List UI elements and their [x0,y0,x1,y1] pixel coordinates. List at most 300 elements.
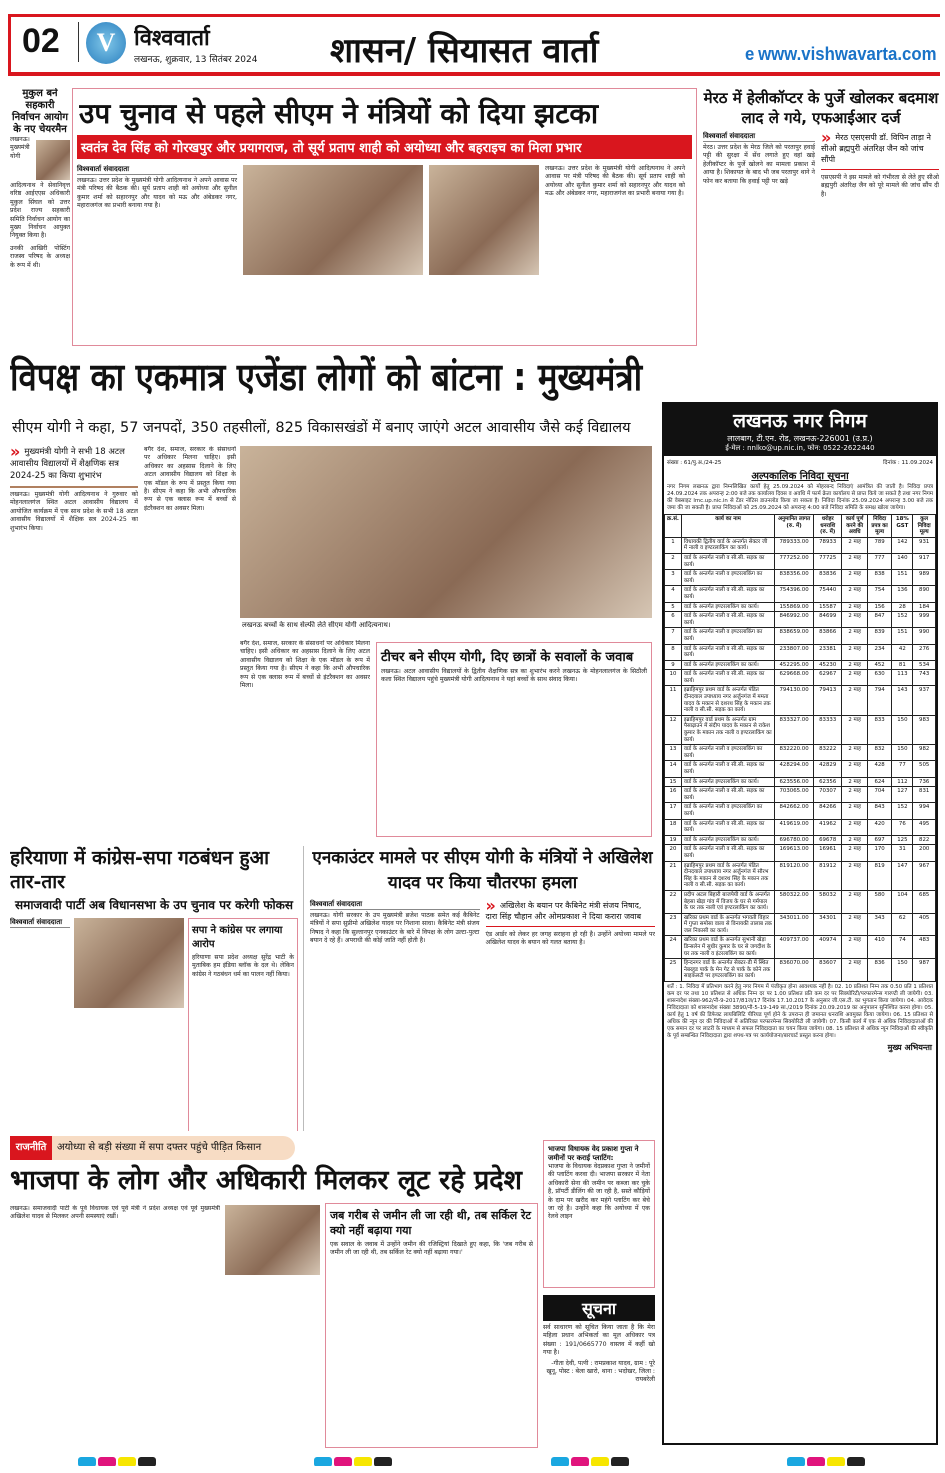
table-cell: 9 [665,660,682,670]
table-cell: 169613.00 [775,845,814,861]
meerut-highlight-text: मेरठ एसएसपी डॉ. विपिन ताड़ा ने सीओ ब्रह्मपुरी अंतरिक्ष जैन को जांच सौंपी [821,133,931,164]
table-cell: इब्राहिमपुर प्रथम वार्ड के अन्तर्गत पंडित दीनदयाल उपाध्याय नगर अर्जुनगंज में ममता यादव के मकान से दशरथ सिंह के मकान तक नाली व सी.सी. सड़क का कार्य। [681,686,774,715]
table-cell: 452 [867,660,892,670]
table-cell: 2 माह [842,819,867,835]
table-cell: 18 [665,819,682,835]
table-cell: 143 [892,686,913,715]
table-cell: 2 माह [842,586,867,602]
lead-subhead-text: स्वतंत्र देव सिंह को गोरखपुर और प्रयागराज, तो सूर्य प्रताप शाही को अयोध्या और बहराइच का मिला प्रभार [81,141,582,156]
table-row [665,628,936,644]
table-cell: 17 [665,803,682,819]
table-cell: 833327.00 [775,715,814,744]
table-cell: 994 [913,803,936,819]
table-cell: 452295.00 [775,660,814,670]
rajniti-body: लखनऊ। समाजवादी पार्टी के पूर्व विधायक एवं पूर्व मंत्री ने प्रदेश अध्यक्ष एवं पूर्व मुख्यमंत्री अखिलेश यादव से मिलकर अपनी समस्याएं रखीं। [10,1205,220,1221]
table-cell: 142 [892,537,913,553]
brief-body: लखनऊ। मुख्यमंत्री योगी आदित्यनाथ ने सेवानिवृत्त वरिष्ठ आईएएस अधिकारी मुकुल सिंघल को उत्तर प्रदेश राज्य सहकारी समिति निर्वाचन आयोग का मुख्य निर्वाचन आयुक्त नियुक्त किया है। [10,136,70,240]
ref-no: संख्या : 61/पु.अ./24-25 [667,460,722,466]
atal-body-3: बगैर देश, समाज, सरकार के संसाधनों पर अधिकार मिलना चाहिए। इसी अधिकार का अहसास दिलाने के लिए अटल आवासीय विद्यालय को शिक्षा के एक मॉडल के रूप में प्रस्तुत किया गया है। सीएम ने कहा कि अभी औपचारिक रूप से एक क्लास रूम में बच्चों से इंटरैक्शन का अवसर मिला। [240,640,370,690]
table-cell: 838659.00 [775,628,814,644]
table-cell: 2 माह [842,715,867,744]
table-cell: वार्ड के अन्तर्गत नाली व सी.सी. सड़क का कार्य। [681,819,774,835]
table-cell: 505 [913,761,936,777]
atal-highlight-text: मुख्यमंत्री योगी ने सभी 18 अटल आवासीय विद्यालयों में शैक्षणिक सत्र 2024-25 का किया शुभारंभ [10,447,125,481]
table-row [665,670,936,686]
brief-mukul [10,88,70,343]
rajniti-kicker [57,1136,287,1160]
table-cell: 836070.00 [775,959,814,982]
meerut-highlight [821,128,939,170]
org-address: लालबाग, टी.एन. रोड, लखनऊ-226001 (उ.प्र.) [727,434,873,443]
table-cell: 2 माह [842,761,867,777]
divider [78,22,79,62]
table-row [665,861,936,890]
table-cell: वार्ड के अन्तर्गत इण्टरलाकिंग का कार्य। [681,660,774,670]
table-cell: 2 माह [842,777,867,787]
encounter-headline: एनकाउंटर मामले पर सीएम योगी के मंत्रियों ने अखिलेश यादव पर किया चौतरफा हमला [312,848,653,893]
column-header: धरोहर धनराशि (रु. में) [813,515,842,538]
table-cell: विधायकी द्वितीय वार्ड के अन्तर्गत सेक्टर जी में नाली व इण्टरलाकिंग का कार्य। [681,537,774,553]
chevron-icon: » [485,896,496,915]
table-cell: 967 [913,861,936,890]
table-cell: 24 [665,936,682,959]
rajniti-headline-text: भाजपा के लोग और अधिकारी मिलकर लूट रहे प्रदेश [10,1165,523,1196]
table-cell: खरिका प्रथम वार्ड के अन्तर्गत भगवती विहार में गुप्ता समोसा वाला से विनायकी तालाब तक जल निकासी का कार्य। [681,913,774,936]
brief-tail: उनकी आखिरी पोस्टिंग राजस्व परिषद के अध्यक्ष के रूप में थी। [10,244,70,269]
table-cell: 42829 [813,761,842,777]
table-cell: 2 माह [842,803,867,819]
table-cell: 16 [665,787,682,803]
notice-title: सूचना [543,1295,655,1321]
tender-table [664,514,936,982]
table-cell: 125 [892,835,913,845]
table-cell: 842662.00 [775,803,814,819]
main-headline-text: विपक्ष का एकमात्र एजेंडा लोगों को बांटना : मुख्यमंत्री [10,355,643,399]
table-cell: 79413 [813,686,842,715]
table-cell: 794130.00 [775,686,814,715]
table-row [665,845,936,861]
table-cell: 10 [665,670,682,686]
table-header-row [665,515,936,538]
atal-highlight [10,446,138,488]
table-cell: 847 [867,612,892,628]
lead-body-cont: लखनऊ। उत्तर प्रदेश के मुख्यमंत्री योगी आदित्यनाथ ने अपने आवास पर मंत्री परिषद की बैठक की। सूर्य प्रताप शाही को अयोध्या और सुनील कुमार शर्मा को सहारनपुर और यादव को मऊ और अंबेडकर नगर, महाराजगंज का प्रभारी बनाया गया है। [545,165,685,198]
tender-notice [662,402,938,1445]
table-cell: 4 [665,586,682,602]
table-cell: 999 [913,612,936,628]
section-title [330,26,730,72]
table-cell: खरिका प्रथम वार्ड के अन्तर्गत सुभानी खेड़ा डिन्सलेन में सुधीर कुमार के घर से जगदीश के घर तक नाली व इंटरलाकिंग का कार्य। [681,936,774,959]
table-cell: 19 [665,835,682,845]
table-cell: 483 [913,936,936,959]
teacher-box [376,642,652,837]
atal-body-1: लखनऊ। मुख्यमंत्री योगी आदित्यनाथ ने गुरुवार को मोहनलालगंज स्थित अटल आवासीय विद्यालय में आयोजित कार्यक्रम में एक साथ प्रदेश के सभी 18 अटल आवासीय विद्यालयों में शैक्षिक सत्र 2024-25 का शुभारंभ किया। [10,491,138,532]
tender-terms: शर्तें : 1. निविदा में प्रतिभाग करने हेतु नगर निगम में पंजीकृत होना आवश्यक नहीं है। 02. 10 प्रतिशत निम्न तक 0.50 प्रति 1 प्रतिशत कम दर पर तथा 10 प्रतिशत से अधिक निम्न दर पर 1.00 प्रतिशत प्रति कम दर पर सिक्योरिटी/परफारमेन्स गारण्टी ली जायेगी। 03. शासनादेश संख्या-962/नौ-9-2017/81ज/17 दिनांक 17.10.2017 के अनुसार जी.एस.टी. का भुगतान किया जायेगा। 04. आवेदक निविदादाता को शासनादेश संख्या 3890/नौ-5-19-149 सा./2019 दिनांक 20.09.2019 का अनुपालन सुनिश्चित करना होगा। 05. कार्य हेतु 1 वर्ष की डिफेक्ट लायबिलिटि पीरियड पूर्ण होने के उपरान्त ही जमानत धनराशि अवमुक्त किया जायेगा। 06. 15 प्रतिशत से अधिक की न्यून दर की निविदाओं में अतिरिक्त परफारमेन्स सिक्योरिटी ली जायेगी। 07. किसी कार्य में एक से अधिक निविदादाताओं की एक समान दर पर लाटरी के माध्यम से सफल निविदादाता का चयन किया जायेगा। 08. 15 प्रतिशत से अधिक न्यून निविदाओं की स्वीकृति के पूर्व सम्बन्धित निविदादाता द्वारा शपथ-पत्र पर कार्ययोजना/बारचार्ट प्रस्तुत करना होगा। [667,984,933,1040]
lead-headline [79,97,692,131]
table-cell: 41962 [813,819,842,835]
table-cell: 822 [913,835,936,845]
table-row [665,745,936,761]
encounter-body-2: एंड आर्डर को लेकर हर जगह सराहना हो रही है। उन्होंने अयोध्या मामले पर अखिलेश यादव के बयान को गलत बताया है। [485,931,655,947]
table-cell: 2 माह [842,845,867,861]
table-cell: 743 [913,670,936,686]
table-cell: 832220.00 [775,745,814,761]
table-cell: 838 [867,570,892,586]
table-cell: इब्राहिमपुर प्रथम वार्ड के अन्तर्गत पंडित दीनदयाल उपाध्याय नगर अर्जुनगंज में सौरभ सिंह के मकान से दशरथ सिंह के मकान तक नाली व सी.सी. सड़क का कार्य। [681,861,774,890]
table-cell: 58032 [813,890,842,913]
table-cell: 83836 [813,570,842,586]
table-cell: वार्ड के अन्तर्गत नाली व सी.सी. सड़क का कार्य। [681,612,774,628]
main-subhead-text: सीएम योगी ने कहा, 57 जनपदों, 350 तहसीलों, 825 विकासखंडों में बनाए जाएंगे अटल आवासीय जैसे कई विद्यालय [12,420,631,436]
table-cell: 113 [892,670,913,686]
column-header: अनुमानित लागत (रु. में) [775,515,814,538]
table-cell: 31 [892,845,913,861]
table-cell: 410 [867,936,892,959]
table-cell: 890 [913,586,936,602]
table-cell: 983 [913,715,936,744]
table-cell: 151 [892,628,913,644]
table-cell: 16961 [813,845,842,861]
table-cell: 419619.00 [775,819,814,835]
notice-sign: -गीता देवी, पत्नी : रामप्रकाश यादव, ग्राम : पूरे खूनू, पोस्ट : बेला खारो, थाना : भदोखर, जिला : रायबरेली [546,1359,655,1384]
table-cell: 69678 [813,835,842,845]
encounter-story [303,846,655,1131]
table-row [665,959,936,982]
table-cell: 6 [665,612,682,628]
table-cell: 990 [913,628,936,644]
table-cell: 112 [892,777,913,787]
table-cell: 75440 [813,586,842,602]
table-body [665,537,936,981]
table-cell: वार्ड के अन्तर्गत नाली व इण्टरलाकिंग का कार्य। [681,745,774,761]
table-cell: 629668.00 [775,670,814,686]
table-cell: 819120.00 [775,861,814,890]
table-cell: 45230 [813,660,842,670]
org-name: लखनऊ नगर निगम [733,410,867,432]
table-cell: 2 माह [842,835,867,845]
table-row [665,586,936,602]
table-cell: 2 [665,553,682,569]
table-cell: 937 [913,686,936,715]
meerut-headline: मेरठ में हेलीकॉप्टर के पुर्जे खोलकर बदमाश लाद ले गये, एफआईआर दर्ज [703,89,939,127]
table-cell: 21 [665,861,682,890]
photo-caption-text: लखनऊ बच्चों के साथ सेल्फी लेते सीएम योगी आदित्यनाथ। [242,621,391,629]
table-cell: 754396.00 [775,586,814,602]
table-cell: 136 [892,586,913,602]
table-cell: 23 [665,913,682,936]
haryana-box-head: सपा ने कांग्रेस पर लगाया आरोप [192,925,283,950]
table-row [665,913,936,936]
table-cell: 343011.00 [775,913,814,936]
table-row [665,660,936,670]
table-cell: 534 [913,660,936,670]
table-cell: वार्ड के अन्तर्गत नाली व सी.सी. सड़क का कार्य। [681,670,774,686]
table-cell: 2 माह [842,686,867,715]
table-cell: 22 [665,890,682,913]
table-cell: 2 माह [842,553,867,569]
lead-subhead [77,135,692,159]
table-cell: वार्ड के अन्तर्गत नाली व सी.सी. सड़क का कार्य। [681,586,774,602]
table-cell: 794 [867,686,892,715]
signatory: मुख्य अभियन्ता [887,1043,932,1053]
main-subhead [12,418,655,440]
atal-body-2: बगैर देश, समाज, सरकार के संसाधनों पर अधिकार मिलना चाहिए। इसी अधिकार का अहसास दिलाने के लिए अटल आवासीय विद्यालय को शिक्षा के एक मॉडल के रूप में प्रस्तुत किया गया है। सीएम ने कहा कि अभी औपचारिक रूप से एक क्लास रूम में बच्चों से इंटरैक्शन का अवसर मिला। [144,446,236,512]
column-header: कार्य पूर्ण करने की अवधि [842,515,867,538]
table-cell: 14 [665,761,682,777]
table-cell: 2 माह [842,670,867,686]
table-cell: 76 [892,819,913,835]
teacher-body: लखनऊ। अटल आवासीय विद्यालयों के द्वितीय शैक्षणिक सत्र का शुभारंभ करने लखनऊ के मोहनलालगंज के सिठौली कला स्थित विद्यालय पहुंचे मुख्यमंत्री योगी आदित्यनाथ ने यहां बच्चों के साथ संवाद किया। [381,668,647,684]
table-cell: 84266 [813,803,842,819]
table-cell: 989 [913,570,936,586]
table-cell: 2 माह [842,787,867,803]
column-header: 18% GST [892,515,913,538]
tender-intro: नगर निगम लखनऊ द्वारा निम्नलिखित कार्यों हेतु 25.09.2024 को मोहरबन्द निविदाएं आमंत्रित की जाती है। निविदा प्रपत्र 24.09.2024 तक अपरान्ह 2:00 बजे तक कार्यालय दिवस व अवधि में फार्म क्रेता कार्यालय से प्राप्त किये जा सकते है तथा नगर निगम की वेबसाइट lmc.up.nic.in से टेंडर नोटिस डाउनलोड किया जा सकता है। निविदा दिनांक 25.09.2024 अपरान्ह 3.00 बजे तक जमा की जा सकती है। प्राप्त निविदाओं को 25.09.2024 को अपरान्ह 4:00 बजे निविदा समिति के समक्ष खोला जायेगा। [667,484,933,511]
minister-photo-1 [243,165,423,275]
table-cell: 836 [867,959,892,982]
byline: विश्ववार्ता संवाददाता [310,900,480,910]
table-cell: 155869.00 [775,602,814,612]
akhilesh-photo [225,1205,320,1275]
table-cell: वार्ड के अन्तर्गत नाली व सी.सी. सड़क का कार्य। [681,553,774,569]
table-cell: 789333.00 [775,537,814,553]
lead-headline-text: उप चुनाव से पहले सीएम ने मंत्रियों को दिया झटका [79,97,599,130]
haryana-story [10,846,298,1131]
table-cell: 200 [913,845,936,861]
table-cell: 83866 [813,628,842,644]
table-cell: 184 [913,602,936,612]
table-cell: 83607 [813,959,842,982]
table-row [665,803,936,819]
leaders-photo [74,918,184,1008]
table-cell: 409737.00 [775,936,814,959]
table-row [665,819,936,835]
tender-banner [664,404,936,456]
dateline [134,52,324,65]
table-cell: वार्ड के अन्तर्गत इण्टरलाकिंग का कार्य। [681,777,774,787]
table-cell: 846992.00 [775,612,814,628]
table-cell: 7 [665,628,682,644]
table-cell: 276 [913,644,936,660]
table-cell: 127 [892,787,913,803]
photo-caption [242,621,652,633]
table-row [665,612,936,628]
table-cell: 2 माह [842,745,867,761]
table-cell: 2 माह [842,537,867,553]
table-cell: 156 [867,602,892,612]
table-cell: 28 [892,602,913,612]
table-row [665,787,936,803]
color-mark-group [787,1452,867,1466]
table-cell: 838356.00 [775,570,814,586]
table-cell: 703065.00 [775,787,814,803]
table-cell: 15587 [813,602,842,612]
table-cell: 83222 [813,745,842,761]
side-box [543,1140,655,1288]
rajniti-kicker-text: अयोध्या से बड़ी संख्या में सपा दफ्तर पहुंचे पीड़ित किसान [57,1142,262,1153]
table-cell: 987 [913,959,936,982]
table-cell: 697 [867,835,892,845]
table-cell: 233807.00 [775,644,814,660]
table-cell: 2 माह [842,660,867,670]
table-cell: 2 माह [842,913,867,936]
table-cell: 151 [892,570,913,586]
table-cell: 777252.00 [775,553,814,569]
portrait-photo [36,140,70,180]
table-cell: 1 [665,537,682,553]
table-cell: 2 माह [842,890,867,913]
table-cell: 832 [867,745,892,761]
table-cell: 70307 [813,787,842,803]
table-cell: 2 माह [842,936,867,959]
haryana-subhead: समाजवादी पार्टी अब विधानसभा के उप चुनाव पर करेगी फोकस [15,898,293,912]
table-cell: 819 [867,861,892,890]
circle-rate-box [325,1203,538,1448]
website-link[interactable] [745,44,940,65]
table-cell: 8 [665,644,682,660]
table-cell: 623556.00 [775,777,814,787]
table-cell: 234 [867,644,892,660]
table-cell: वार्ड के अन्तर्गत इण्टरलाकिंग का कार्य। [681,835,774,845]
table-cell: वार्ड के अन्तर्गत नाली व सी.सी. सड़क का कार्य। [681,787,774,803]
table-cell: 3 [665,570,682,586]
table-row [665,570,936,586]
brand-name [134,22,314,52]
table-cell: वार्ड के अन्तर्गत नाली व इण्टरलाकिंग का कार्य। [681,803,774,819]
color-mark-group [551,1452,631,1466]
table-cell: 630 [867,670,892,686]
table-cell: वार्ड के अन्तर्गत नाली व इण्टरलाकिंग का कार्य। [681,628,774,644]
side-body: भाजपा के विधायक वेदप्रकाश गुप्ता ने जमीनों की प्लाटिंग करवा दी। भाजपा सरकार में नेता अधिकारी सेना की जमीन पर कब्जा कर चुके है, प्रॉपर्टी डीलिंग की जा रही है, सस्ते कौड़ियों के दाम पर खरीद कर महंगे प्लाटिंग कर बेचे जा रहे है। उन्होंने कहा कि अयोध्या में एक रेलवे लाइन [548,1163,650,1221]
column-header: कुल निविदा मूल्य [913,515,936,538]
table-row [665,537,936,553]
table-cell: 580 [867,890,892,913]
table-cell: 150 [892,745,913,761]
vishwavarta-logo: V [86,22,126,64]
meerut-body: मेरठ। उत्तर प्रदेश के मेरठ जिले को परतापुर हवाई पट्टी की सुरक्षा में सेंध लगाते हुए वहां खड़े हेलीकॉप्टर के पुर्जे खोलने का मामला प्रकाश में आया है। शिकायत के बाद भी जब परतापुर थाने ने फोन कर बताया कि हवाई पट्टी पर खड़े [703,144,815,185]
table-cell: 42 [892,644,913,660]
haryana-box-body: हरियाणा सपा प्रदेश अध्यक्ष सुरेंद्र भाटी के मुताबिक हम इंडिया ब्लॉक के दल थे। लेकिन कांग्रेस ने गठबंधन धर्म का पालन नहीं किया। [192,954,294,978]
table-cell: 5 [665,602,682,612]
table-cell: 147 [892,861,913,890]
table-cell: 428 [867,761,892,777]
table-cell: हिन्दनगर वार्ड के अन्तर्गत सेक्टर-डी में स्थित नेबरहुड पार्क के मेन गेट से पार्क के कोने तक साइकलटी पर इण्टरलाकिंग का कार्य। [681,959,774,982]
table-cell: 2 माह [842,644,867,660]
side-head: भाजपा विधायक वेद प्रकाश गुप्ता ने जमीनों पर कराई प्लाटिंग: [548,1145,639,1162]
column-header: निविदा प्रपत्र का मूल्य [867,515,892,538]
org-contact: ई-मेल : nnlko@up.nic.in, फोन: 0522-2622440 [725,444,875,452]
table-cell: 2 माह [842,602,867,612]
encounter-body: लखनऊ। योगी सरकार के उप मुख्यमंत्री ब्रजेश पाठक समेत कई कैबिनेट मंत्रियों ने सपा सुप्रीमो अखिलेश यादव पर निशाना साधा। कैबिनेट मंत्री संजय निषाद ने कहा कि सुल्तानपुर एनकाउंटर के बारे में विपक्ष के लोग उल्टा-पुल्टा बयान दे रहे हैं। अपराधी की कोई जाति नहीं होती है। [310,912,480,945]
table-cell: 15 [665,777,682,787]
browser-icon: e [745,44,755,64]
table-cell: 696780.00 [775,835,814,845]
table-cell: 839 [867,628,892,644]
table-cell: इब्राहिमपुर वार्ड प्रथम के अन्तर्गत ग्राम पैसाढ़ाउन में संदीप यादव के मकान से राकेश कुमार के मकान तक नाली व इण्टरलाकिंग का कार्य। [681,715,774,744]
table-cell: 83333 [813,715,842,744]
table-cell: 833 [867,715,892,744]
teacher-headline: टीचर बने सीएम योगी, दिए छात्रों के सवालों के जवाब [381,650,634,665]
table-cell: वार्ड के अन्तर्गत नाली व सी.सी. सड़क का कार्य। [681,845,774,861]
table-row [665,761,936,777]
table-cell: 704 [867,787,892,803]
table-cell: 2 माह [842,612,867,628]
table-row [665,777,936,787]
circle-rate-body: एक सवाल के जवाब में उन्होंने जमीन की रजिस्ट्रियां दिखाते हुए कहा, कि 'जब गरीब से जमीन ली जा रही थी, तब सर्किल रेट क्यो नहीं बढ़ाया गया।' [330,1241,533,1257]
table-cell: 624 [867,777,892,787]
table-cell: 580322.00 [775,890,814,913]
table-cell: 84699 [813,612,842,628]
table-cell: 150 [892,715,913,744]
meerut-story [703,88,939,393]
date: शुक्रवार, 13 सितंबर 2024 [165,55,258,65]
table-cell: 2 माह [842,959,867,982]
notice-date: दिनांक : 11.09.2024 [883,460,933,466]
table-cell: 685 [913,890,936,913]
brief-headline: मुकुल बने सहकारी निर्वाचन आयोग के नए चेयरमैन [12,88,68,135]
table-cell: 831 [913,787,936,803]
notice-body: सर्व साधारण को सूचित किया जाता है कि मेरा महिला प्रधान अभिकर्ता का मूल अधिकार पत्र संख्या : 191/0665770 वास्तव में कहीं खो गया है। [543,1324,655,1357]
table-cell: 2 माह [842,570,867,586]
table-cell: वार्ड के अन्तर्गत नाली व इण्टरलाकिंग का कार्य। [681,570,774,586]
haryana-headline: हरियाणा में कांग्रेस-सपा गठबंधन हुआ तार-तार [10,847,270,893]
table-cell: 150 [892,959,913,982]
circle-rate-head: जब गरीब से जमीन ली जा रही थी, तब सर्किल रेट क्यो नहीं बढ़ाया गया [330,1209,532,1237]
table-cell: 405 [913,913,936,936]
table-cell: 170 [867,845,892,861]
table-row [665,835,936,845]
byline: विश्ववार्ता संवाददाता [10,918,70,928]
cm-selfie-photo [240,446,652,618]
meerut-tail: एसएसपी ने इस मामले को गंभीरता से लेते हुए सीओ ब्रह्मपुरी अंतरिक्ष जैन को पूरे मामले की जांच सौंप दी है। [821,174,939,198]
table-cell: वार्ड के अन्तर्गत इण्टरलाकिंग का कार्य। [681,602,774,612]
table-cell: 11 [665,686,682,715]
table-cell: 152 [892,612,913,628]
lead-body: लखनऊ। उत्तर प्रदेश के मुख्यमंत्री योगी आदित्यनाथ ने अपने आवास पर मंत्री परिषद की बैठक की। सूर्य प्रताप शाही को अयोध्या और सुनील कुमार शर्मा को सहारनपुर और यादव को मऊ और अंबेडकर नगर, महाराजगंज का प्रभारी बनाया गया है। [77,177,237,210]
table-cell: प्रदीप अटल बिहारी बाजपेयी वार्ड के अन्तर्गत बेहसा खेड़ा गांव में विजय के घर से गर्मपाल के घर तक नाली एवं इण्टरलाकिंग का कार्य। [681,890,774,913]
table-cell: 843 [867,803,892,819]
table-cell: 982 [913,745,936,761]
table-row [665,686,936,715]
table-cell: 62967 [813,670,842,686]
table-cell: 20 [665,845,682,861]
table-row [665,890,936,913]
table-row [665,602,936,612]
table-cell: 23381 [813,644,842,660]
table-cell: 77725 [813,553,842,569]
table-cell: 104 [892,890,913,913]
tender-title: अल्पकालिक निविदा सूचना [751,471,849,482]
table-cell: 777 [867,553,892,569]
section-title-text: शासन/ सियासत वार्ता [330,31,599,71]
table-cell: 343 [867,913,892,936]
table-cell: 81912 [813,861,842,890]
rajniti-bar [10,1136,295,1160]
table-cell: 13 [665,745,682,761]
atal-col1 [10,446,138,836]
table-cell: 25 [665,959,682,982]
column-header: क्र.सं. [665,515,682,538]
table-cell: 40974 [813,936,842,959]
table-cell: 152 [892,803,913,819]
table-cell: 62356 [813,777,842,787]
table-cell: 495 [913,819,936,835]
byline: विश्ववार्ता संवाददाता [77,165,237,175]
table-row [665,715,936,744]
table-cell: 917 [913,553,936,569]
chevron-icon: » [10,446,21,461]
table-cell: 736 [913,777,936,787]
